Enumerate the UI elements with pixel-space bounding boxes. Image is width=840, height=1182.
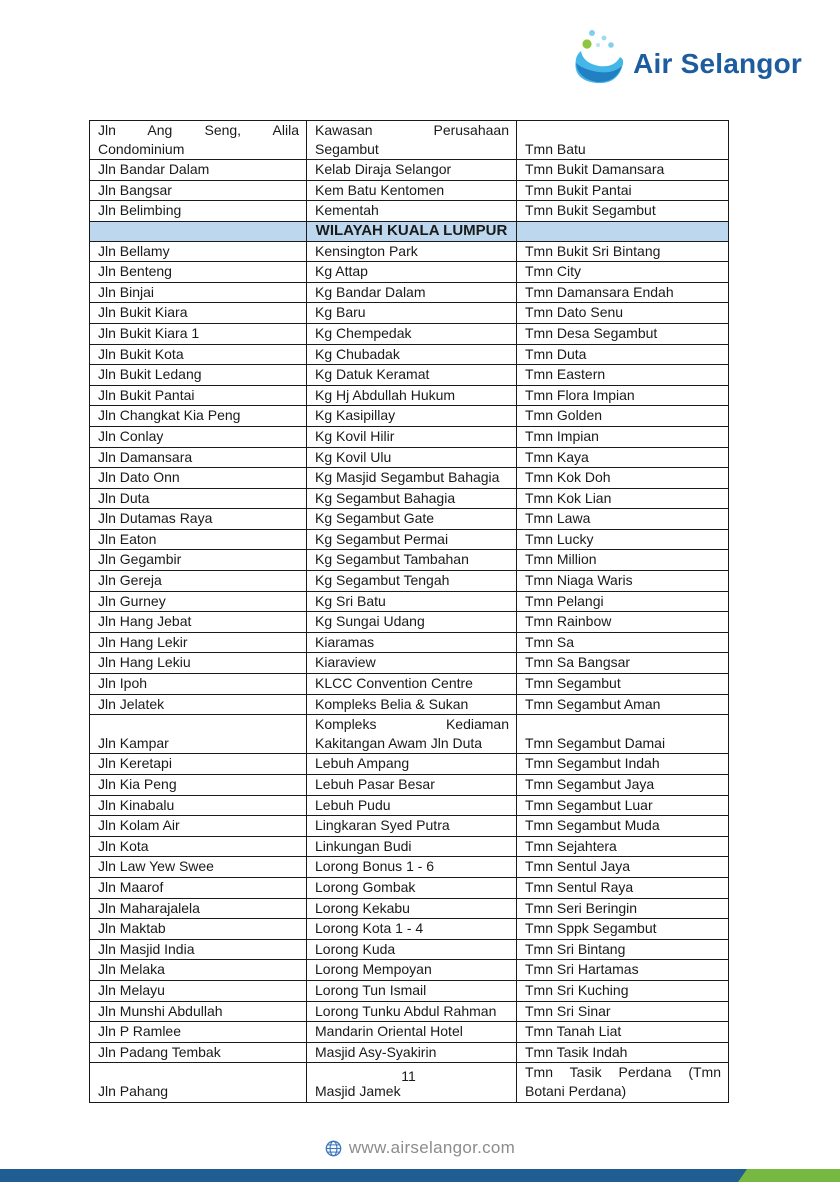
table-cell: Kiaramas (307, 632, 517, 653)
table-cell: Tmn Impian (517, 426, 729, 447)
table-cell: Tmn Flora Impian (517, 385, 729, 406)
table-cell: Tmn Segambut (517, 674, 729, 695)
table-row (90, 1001, 729, 1022)
table-row (90, 775, 729, 796)
table-row (90, 754, 729, 775)
table-cell: Tmn Lucky (517, 529, 729, 550)
table-cell: Jln Law Yew Swee (90, 857, 307, 878)
table-cell: Kg Datuk Keramat (307, 365, 517, 386)
table-cell: Jln Melayu (90, 980, 307, 1001)
globe-icon (325, 1140, 342, 1157)
table-cell: Jln Damansara (90, 447, 307, 468)
section-header-cell (517, 221, 729, 241)
table-row (90, 201, 729, 222)
table-cell: Tmn Lawa (517, 509, 729, 530)
table-cell: Jln Maktab (90, 919, 307, 940)
table-cell: Tmn Pelangi (517, 591, 729, 612)
table-cell: Kg Chempedak (307, 323, 517, 344)
table-cell: Lorong Kuda (307, 939, 517, 960)
table-cell: Tmn Niaga Waris (517, 571, 729, 592)
table-cell: Lorong Kota 1 - 4 (307, 919, 517, 940)
table-cell: Kensington Park (307, 241, 517, 262)
table-cell: Kg Kasipillay (307, 406, 517, 427)
table-cell: Lebuh Pasar Besar (307, 775, 517, 796)
table-row (90, 939, 729, 960)
table-cell: Tmn Bukit Damansara (517, 160, 729, 181)
table-cell: Jln Gurney (90, 591, 307, 612)
table-cell: Tmn Duta (517, 344, 729, 365)
section-header-label: WILAYAH KUALA LUMPUR (307, 221, 517, 241)
table-cell: Tmn Tasik Perdana (Tmn Botani Perdana) (517, 1063, 729, 1102)
table-cell: Lebuh Ampang (307, 754, 517, 775)
table-cell: Jln Masjid India (90, 939, 307, 960)
table-row (90, 180, 729, 201)
table-cell: Kg Sungai Udang (307, 612, 517, 633)
table-row (90, 980, 729, 1001)
page-number: 11 (401, 1068, 416, 1084)
table-cell: Jln Binjai (90, 282, 307, 303)
table-row (90, 241, 729, 262)
table-cell: Jln Bukit Kiara 1 (90, 323, 307, 344)
table-row (90, 550, 729, 571)
table-cell: Tmn Tanah Liat (517, 1022, 729, 1043)
area-table-body (90, 121, 729, 1103)
table-cell: Kem Batu Kentomen (307, 180, 517, 201)
table-cell: Tmn Batu (517, 121, 729, 160)
table-cell: Jln Bukit Kota (90, 344, 307, 365)
table-cell: Jln Melaka (90, 960, 307, 981)
table-cell: Masjid Asy-Syakirin (307, 1042, 517, 1063)
table-cell: Tmn Sri Hartamas (517, 960, 729, 981)
table-cell: Tmn Sejahtera (517, 836, 729, 857)
section-header-row (90, 221, 729, 241)
website-link[interactable]: www.airselangor.com (348, 1138, 516, 1157)
table-row (90, 1022, 729, 1043)
table-cell: Tmn Bukit Pantai (517, 180, 729, 201)
table-cell: Tmn Sa Bangsar (517, 653, 729, 674)
table-cell: Jln Bellamy (90, 241, 307, 262)
site-footer (0, 1138, 840, 1158)
table-cell: Tmn Sri Sinar (517, 1001, 729, 1022)
table-row (90, 898, 729, 919)
table-row (90, 529, 729, 550)
table-row (90, 674, 729, 695)
area-table (89, 120, 729, 1103)
table-cell: Jln Hang Lekir (90, 632, 307, 653)
table-cell: Lorong Tunku Abdul Rahman (307, 1001, 517, 1022)
table-row (90, 344, 729, 365)
table-row (90, 653, 729, 674)
table-cell: Tmn Kaya (517, 447, 729, 468)
table-cell: Tmn Segambut Muda (517, 816, 729, 837)
table-cell: Jln Bangsar (90, 180, 307, 201)
table-cell: Kg Segambut Permai (307, 529, 517, 550)
table-row (90, 919, 729, 940)
table-cell: Tmn Sentul Jaya (517, 857, 729, 878)
table-cell: Jln Ang Seng, Alila Condominium (90, 121, 307, 160)
table-cell: Jln Pahang (90, 1063, 307, 1102)
table-cell: Jln Benteng (90, 262, 307, 283)
brand-name: Air Selangor (633, 48, 802, 79)
table-cell: Jln Bukit Kiara (90, 303, 307, 324)
table-cell: Jln Eaton (90, 529, 307, 550)
table-row (90, 509, 729, 530)
table-cell: Tmn Segambut Luar (517, 795, 729, 816)
table-cell: Kg Attap (307, 262, 517, 283)
table-cell: Jln Maarof (90, 877, 307, 898)
table-cell: Jln Ipoh (90, 674, 307, 695)
table-cell: Kg Segambut Tengah (307, 571, 517, 592)
table-row (90, 1042, 729, 1063)
table-cell: Tmn Kok Doh (517, 468, 729, 489)
table-cell: Jln Hang Lekiu (90, 653, 307, 674)
table-row (90, 385, 729, 406)
air-selangor-logo (571, 28, 802, 86)
bottom-bar-green-accent (738, 1169, 840, 1182)
table-cell: Jln Bukit Pantai (90, 385, 307, 406)
table-row (90, 323, 729, 344)
table-row (90, 262, 729, 283)
table-cell: Linkungan Budi (307, 836, 517, 857)
table-cell: Tmn Eastern (517, 365, 729, 386)
table-cell: Jln Conlay (90, 426, 307, 447)
table-cell: Lorong Bonus 1 - 6 (307, 857, 517, 878)
table-row (90, 694, 729, 715)
table-cell: Jln Changkat Kia Peng (90, 406, 307, 427)
table-row (90, 160, 729, 181)
table-cell: Kg Segambut Bahagia (307, 488, 517, 509)
table-row (90, 121, 729, 160)
table-cell: Tmn Desa Segambut (517, 323, 729, 344)
table-cell: Jln Jelatek (90, 694, 307, 715)
table-cell: Jln Hang Jebat (90, 612, 307, 633)
table-cell: Kg Segambut Tambahan (307, 550, 517, 571)
table-cell: Tmn Rainbow (517, 612, 729, 633)
table-cell: Jln Maharajalela (90, 898, 307, 919)
table-row (90, 426, 729, 447)
table-cell: Lorong Tun Ismail (307, 980, 517, 1001)
table-cell: Tmn Sentul Raya (517, 877, 729, 898)
table-row (90, 857, 729, 878)
table-cell: Tmn Segambut Indah (517, 754, 729, 775)
table-cell: Tmn Sa (517, 632, 729, 653)
table-cell: Jln Kampar (90, 715, 307, 754)
table-row (90, 447, 729, 468)
table-cell: Tmn Bukit Sri Bintang (517, 241, 729, 262)
table-cell: Lebuh Pudu (307, 795, 517, 816)
table-cell: Kiaraview (307, 653, 517, 674)
table-cell: Kg Chubadak (307, 344, 517, 365)
table-cell: Tmn Segambut Aman (517, 694, 729, 715)
table-cell: Tmn Tasik Indah (517, 1042, 729, 1063)
table-row (90, 960, 729, 981)
table-cell: Jln Bukit Ledang (90, 365, 307, 386)
table-cell: Jln Kinabalu (90, 795, 307, 816)
table-row (90, 406, 729, 427)
table-cell: Kelab Diraja Selangor (307, 160, 517, 181)
table-cell: Tmn Damansara Endah (517, 282, 729, 303)
table-cell: Lorong Gombak (307, 877, 517, 898)
table-cell: Kg Masjid Segambut Bahagia (307, 468, 517, 489)
table-row (90, 571, 729, 592)
table-cell: Jln Dato Onn (90, 468, 307, 489)
table-cell: Jln Belimbing (90, 201, 307, 222)
table-cell: Kawasan Perusahaan Segambut (307, 121, 517, 160)
table-cell: Tmn Golden (517, 406, 729, 427)
table-row (90, 468, 729, 489)
table-cell: KLCC Convention Centre (307, 674, 517, 695)
table-cell: Jln Gegambir (90, 550, 307, 571)
table-row (90, 816, 729, 837)
table-cell: Jln Kia Peng (90, 775, 307, 796)
table-cell: Tmn Dato Senu (517, 303, 729, 324)
table-cell: Jln Dutamas Raya (90, 509, 307, 530)
table-cell: Jln Padang Tembak (90, 1042, 307, 1063)
table-row (90, 365, 729, 386)
table-cell: Jln Kolam Air (90, 816, 307, 837)
table-cell: Tmn Sppk Segambut (517, 919, 729, 940)
table-cell: Jln Gereja (90, 571, 307, 592)
table-row (90, 632, 729, 653)
table-cell: Kompleks Kediaman Kakitangan Awam Jln Duta (307, 715, 517, 754)
table-cell: Mandarin Oriental Hotel (307, 1022, 517, 1043)
table-row (90, 795, 729, 816)
section-header-cell (90, 221, 307, 241)
table-cell: Tmn Million (517, 550, 729, 571)
table-row (90, 877, 729, 898)
table-cell: Tmn Segambut Damai (517, 715, 729, 754)
table-cell: Kg Bandar Dalam (307, 282, 517, 303)
table-cell: Tmn Bukit Segambut (517, 201, 729, 222)
table-cell: Kg Baru (307, 303, 517, 324)
table-cell: Lingkaran Syed Putra (307, 816, 517, 837)
table-row (90, 303, 729, 324)
table-cell: Jln Bandar Dalam (90, 160, 307, 181)
table-cell: Tmn City (517, 262, 729, 283)
table-cell: Kompleks Belia & Sukan (307, 694, 517, 715)
table-row (90, 488, 729, 509)
table-row (90, 612, 729, 633)
table-row (90, 715, 729, 754)
table-cell: Kg Hj Abdullah Hukum (307, 385, 517, 406)
table-cell: Lorong Kekabu (307, 898, 517, 919)
table-cell: Tmn Segambut Jaya (517, 775, 729, 796)
table-cell: Kg Kovil Hilir (307, 426, 517, 447)
table-cell: Masjid Jamek (307, 1063, 517, 1102)
table-cell: Lorong Mempoyan (307, 960, 517, 981)
table-cell: Kg Segambut Gate (307, 509, 517, 530)
table-row (90, 836, 729, 857)
table-cell: Jln Keretapi (90, 754, 307, 775)
table-row (90, 282, 729, 303)
table-cell: Jln Duta (90, 488, 307, 509)
water-drop-icon (571, 28, 625, 86)
table-cell: Kg Kovil Ulu (307, 447, 517, 468)
table-row (90, 591, 729, 612)
table-cell: Tmn Sri Bintang (517, 939, 729, 960)
table-cell: Tmn Sri Kuching (517, 980, 729, 1001)
table-cell: Jln P Ramlee (90, 1022, 307, 1043)
table-cell: Tmn Kok Lian (517, 488, 729, 509)
table-cell: Tmn Seri Beringin (517, 898, 729, 919)
table-cell: Jln Munshi Abdullah (90, 1001, 307, 1022)
table-cell: Kg Sri Batu (307, 591, 517, 612)
table-cell: Jln Kota (90, 836, 307, 857)
table-cell: Kementah (307, 201, 517, 222)
bottom-bar (0, 1169, 840, 1182)
